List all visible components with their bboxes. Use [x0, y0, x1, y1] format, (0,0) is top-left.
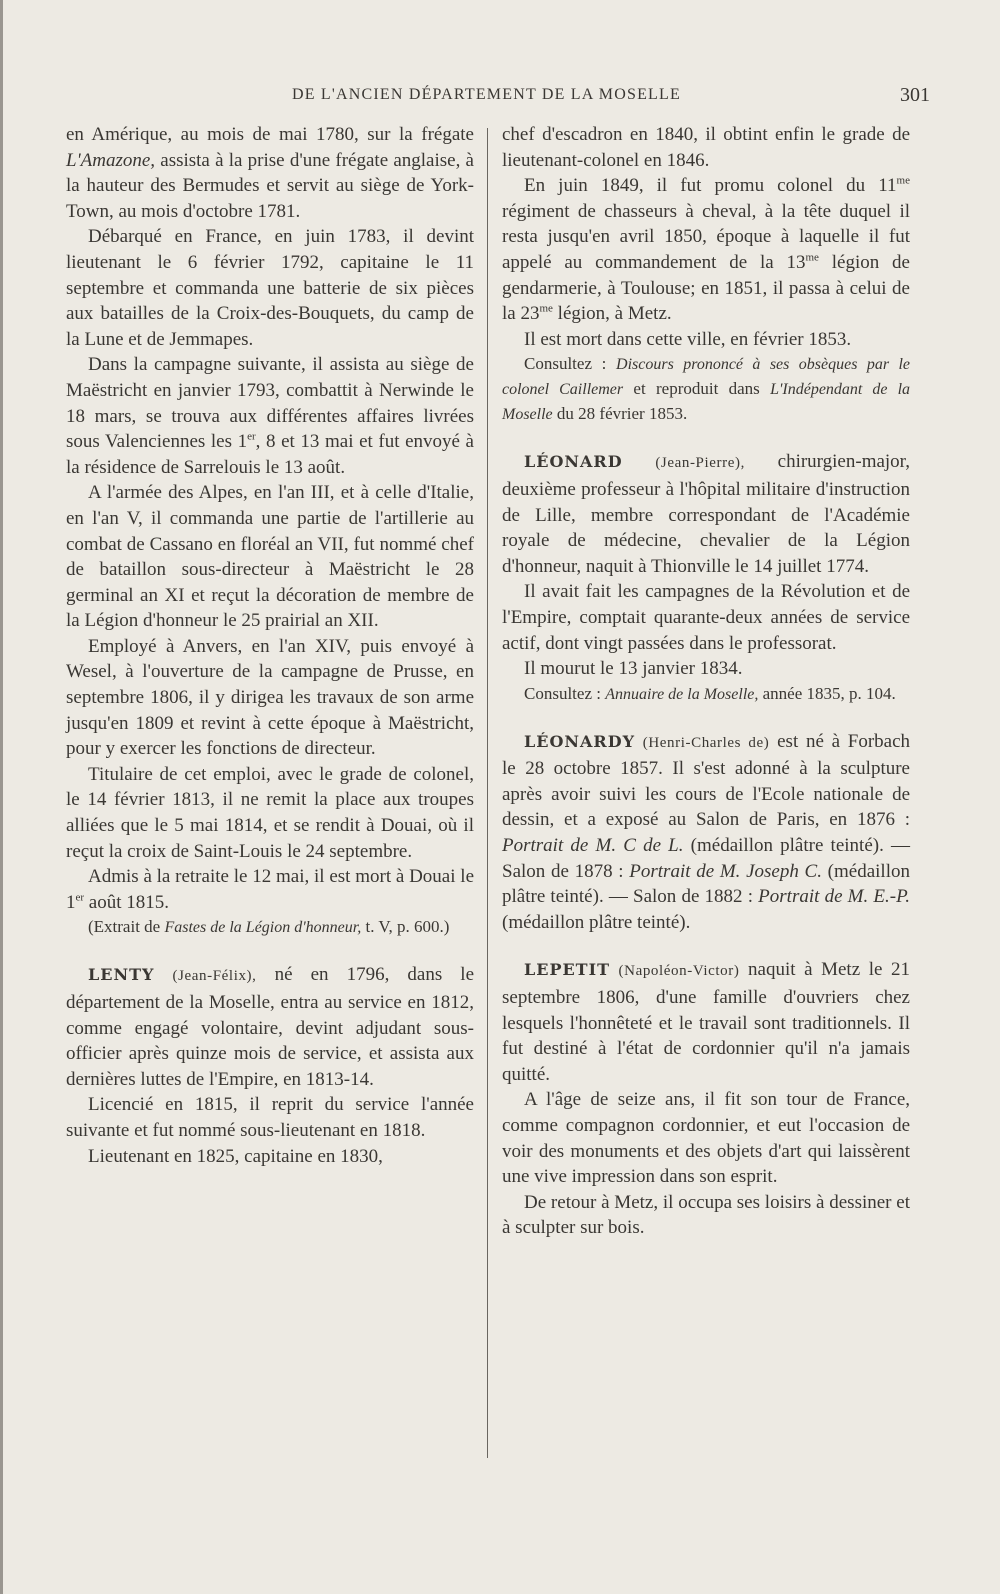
paragraph: Employé à Anvers, en l'an XIV, puis envoyé à Wesel, à l'ouverture de la campagne de Prusse, en septembre 1806, il y dirigea les travaux de son arme jusqu'en 1809 et revint à cette époque à Maëstricht, pour y exercer les fonctions de directeur.	[66, 635, 474, 760]
citation: Consultez : Discours prononcé à ses obsèques par le colonel Caillemer et reproduit dans L'Indépendant de la Moselle du 28 février 1853.	[502, 354, 911, 424]
paragraph: chef d'escadron en 1840, il obtint enfin le grade de lieutenant-colonel en 1846.	[502, 124, 910, 171]
entry-heading: LEPETIT	[524, 960, 610, 980]
page-number: 301	[900, 84, 930, 106]
entry-gap	[502, 427, 910, 449]
entry-heading: LÉONARDY	[524, 731, 636, 751]
entry-forenames: (Jean-Félix),	[172, 968, 257, 985]
entry-lenty: LENTY (Jean-Félix), né en 1796, dans le département de la Moselle, entra au service en 1812, comme engagé volontaire, devint adjudant sous-officier après quinze mois de service, et assista aux dernières luttes de l'Empire, en 1813-14.	[66, 964, 475, 1090]
entry-lepetit: LEPETIT (Napoléon-Victor) naquit à Metz le 21 septembre 1806, d'une famille d'ouvriers chez lesquels l'honnêteté et le travail sont traditionnels. Il fut destiné à l'état de cordonnier qu'il n'a jamais quitté.	[502, 959, 910, 1085]
paragraph: En juin 1849, il fut promu colonel du $11^{me}$ régiment de chasseurs à cheval, à la tête duquel il resta jusqu'en avril 1850, époque à laquelle il fut appelé au commandement de la $13^{me}$ légion de gendarmerie, à Toulouse; en 1851, il passa à celui de la $23^{me}$ légion, à Metz.	[502, 174, 910, 325]
running-head: DE L'ANCIEN DÉPARTEMENT DE LA MOSELLE	[292, 86, 681, 103]
right-column	[502, 122, 910, 1241]
entry-heading: LÉONARD	[524, 452, 623, 472]
paragraph: A l'armée des Alpes, en l'an III, et à celle d'Italie, en l'an V, il commanda une partie de l'artillerie au combat de Cassano en floréal an VII, fut nommé chef de bataillon sous-directeur à Maëstricht le 28 germinal an XI et reçut la décoration de membre de la Légion d'honneur le 25 prairial an XII.	[66, 482, 474, 632]
entry-forenames: (Napoléon-Victor)	[618, 963, 740, 980]
paragraph: De retour à Metz, il occupa ses loisirs à dessiner et à sculpter sur bois.	[502, 1191, 910, 1239]
entry-gap	[502, 707, 910, 729]
paragraph: Il mourut le 13 janvier 1834.	[524, 658, 743, 680]
paragraph: Il avait fait les campagnes de la Révolution et de l'Empire, comptait quarante-deux années de service actif, dont vingt passées dans le professorat.	[502, 581, 910, 654]
entry-forenames: (Henri-Charles de)	[642, 734, 770, 751]
entry-gap	[502, 935, 910, 957]
paragraph: Licencié en 1815, il reprit du service l'année suivante et fut nommé sous-lieutenant en 1818.	[66, 1094, 474, 1141]
entry-leonardy: LÉONARDY (Henri-Charles de) est né à Forbach le 28 octobre 1857. Il s'est adonné à la sculpture après avoir suivi les cours de l'Ecole nationale de dessin, et a exposé au Salon de Paris, en 1876 : Portrait de M. C de L. (médaillon plâtre teinté). — Salon de 1878 : Portrait de M. Joseph C. (médaillon plâtre teinté). — Salon de 1882 : Portrait de M. E.-P. (médaillon plâtre teinté).	[502, 730, 911, 933]
citation: Consultez : Annuaire de la Moselle, année 1835, p. 104.	[524, 683, 896, 703]
paragraph: Débarqué en France, en juin 1783, il devint lieutenant le 6 février 1792, capitaine le 11 septembre et commanda une batterie de six pièces aux batailles de la Croix-des-Bouquets, du camp de la Lune et de Jemmapes.	[66, 226, 474, 350]
citation: (Extrait de Fastes de la Légion d'honneur, t. V, p. 600.)	[88, 917, 450, 937]
paragraph: Dans la campagne suivante, il assista au siège de Maëstricht en janvier 1793, combattit à Nerwinde le 18 mars, se trouva aux différentes affaires livrées sous Valenciennes les 1er, 8 et 13 mai et fut envoyé à la résidence de Sarrelouis le 13 août.	[66, 354, 474, 478]
paragraph: Titulaire de cet emploi, avec le grade de colonel, le 14 février 1813, il ne remit la place aux troupes alliées que le 5 mai 1814, et se rendit à Douai, où il reçut la croix de Saint-Louis le 24 septembre.	[66, 763, 474, 862]
entry-gap	[66, 940, 474, 962]
paragraph: Admis à la retraite le 12 mai, il est mort à Douai le 1er août 1815.	[66, 866, 474, 913]
paragraph: Il est mort dans cette ville, en février 1853.	[524, 328, 852, 350]
page-header	[0, 86, 1000, 112]
left-column	[66, 122, 474, 1169]
column-rule	[487, 128, 488, 1458]
paragraph: en Amérique, au mois de mai 1780, sur la frégate L'Amazone, assista à la prise d'une frégate anglaise, à la hauteur des Bermudes et servit au siège de York-Town, au mois d'octobre 1781.	[66, 124, 474, 222]
page-edge	[0, 0, 3, 1594]
entry-heading: LENTY	[88, 965, 155, 985]
paragraph: Lieutenant en 1825, capitaine en 1830,	[88, 1145, 383, 1167]
entry-forenames: (Jean-Pierre),	[655, 455, 745, 472]
entry-leonard: LÉONARD (Jean-Pierre), chirurgien-major, deuxième professeur à l'hôpital militaire d'instruction de Lille, membre correspondant de l'Académie royale de médecine, chevalier de la Légion d'honneur, naquit à Thionville le 14 juillet 1774.	[502, 451, 911, 577]
paragraph: A l'âge de seize ans, il fit son tour de France, comme compagnon cordonnier, et eut l'occasion de voir des monuments et des objets d'art qui laissèrent une vive impression dans son esprit.	[502, 1089, 910, 1188]
